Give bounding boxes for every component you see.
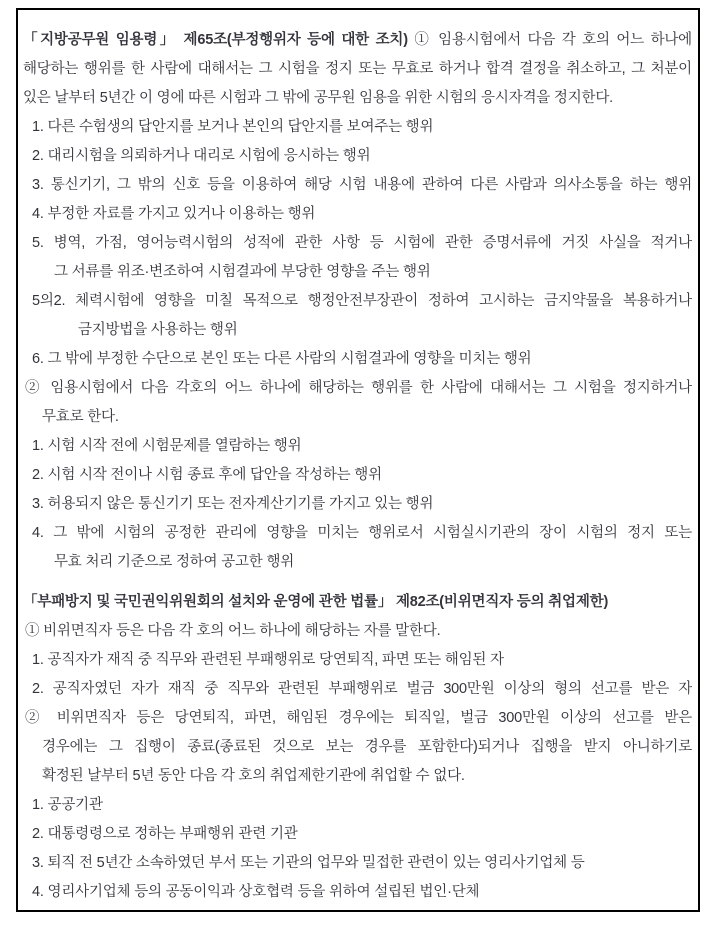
- law-body-text: 3. 퇴직 전 5년간 소속하였던 부서 또는 기관의 업무와 밀접한 관련이 있는 영리사기업체 등: [32, 855, 585, 871]
- law-body-text: ① 비위면직자 등은 다음 각 호의 어느 하나에 해당하는 자를 말한다.: [25, 623, 441, 639]
- law-body-text: ② 임용시험에서 다음 각호의 어느 하나에 해당하는 행위를 한 사람에 대해서는 그 시험을 정지하거나: [25, 380, 692, 396]
- law-body-text: 5의2. 체력시험에 영향을 미칠 목적으로 행정안전부장관이 정하여 고시하는 금지약물을 복용하거나: [32, 293, 692, 309]
- law-body-text: 2. 시험 시작 전이나 시험 종료 후에 답안을 작성하는 행위: [32, 467, 382, 483]
- law-body-text: 2. 대리시험을 의뢰하거나 대리로 시험에 응시하는 행위: [32, 148, 371, 164]
- law-text-line: [42, 762, 692, 791]
- law-body-text: 해당하는 행위를 한 사람에 대해서는 그 시험을 정지 또는 무효로 하거나 합격 결정을 취소하고, 그 처분이: [23, 61, 692, 77]
- law-body-text: ② 비위면직자 등은 당연퇴직, 파면, 해임된 경우에는 퇴직일, 벌금 300만원 이상의 선고를 받은: [25, 710, 692, 726]
- law-text-line: [42, 733, 692, 762]
- law-text-line: [25, 617, 692, 646]
- law-body-text: 1. 다른 수험생의 답안지를 보거나 본인의 답안지를 보여주는 행위: [32, 119, 434, 135]
- law-text-line: [54, 548, 692, 577]
- law-text-line: [32, 849, 692, 878]
- law-body-text: 경우에는 그 집행이 종료(종료된 것으로 보는 경우를 포함한다)되거나 집행을 받지 아니하기로: [42, 739, 692, 755]
- law-text-line: [23, 84, 692, 113]
- law-text-line: [32, 287, 692, 316]
- law-text-line: [32, 113, 692, 142]
- law-text-line: [32, 490, 692, 519]
- law-body-text: 2. 대통령령으로 정하는 부패행위 관련 기관: [32, 826, 298, 842]
- law-body-text: ① 임용시험에서 다음 각 호의 어느 하나에: [407, 32, 692, 48]
- law-body-text: 5. 병역, 가점, 영어능력시험의 성적에 관한 사항 등 시험에 관한 증명서류에 거짓 사실을 적거나: [32, 235, 692, 251]
- law-text-line: [32, 142, 692, 171]
- law-text-line: [32, 519, 692, 548]
- law-text-line: [25, 704, 692, 733]
- law-text-line: [23, 55, 692, 84]
- law-text-line: [32, 878, 692, 907]
- law-text-line: [25, 374, 692, 403]
- law-body-text: 3. 허용되지 않은 통신기기 또는 전자계산기기를 가지고 있는 행위: [32, 496, 434, 512]
- law-article-title: 「지방공무원 임용령」 제65조(부정행위자 등에 대한 조치): [23, 32, 408, 48]
- law-text-line: [32, 675, 692, 704]
- law-text-line: [78, 316, 692, 345]
- law-text-line: [42, 403, 692, 432]
- law-text-line: [32, 171, 692, 200]
- law-body-text: 2. 공직자였던 자가 재직 중 직무와 관련된 부패행위로 벌금 300만원 이상의 형의 선고를 받은 자: [32, 681, 692, 697]
- law-body-text: 1. 공공기관: [32, 797, 103, 813]
- law-body-text: 1. 공직자가 재직 중 직무와 관련된 부패행위로 당연퇴직, 파면 또는 해임된 자: [32, 652, 504, 668]
- law-body-text: 무효 처리 기준으로 정하여 공고한 행위: [54, 554, 295, 570]
- law-text-line: [54, 258, 692, 287]
- law-body-text: 있은 날부터 5년간 이 영에 따른 시험과 그 밖에 공무원 임용을 위한 시험의 응시자격을 정지한다.: [23, 90, 613, 106]
- law-body-text: 그 서류를 위조·변조하여 시험결과에 부당한 영향을 주는 행위: [54, 264, 431, 280]
- law-text-line: [32, 345, 692, 374]
- law-body-text: 무효로 한다.: [42, 409, 119, 425]
- law-body-text: 4. 그 밖에 시험의 공정한 관리에 영향을 미치는 행위로서 시험실시기관의 장이 시험의 정지 또는: [32, 525, 692, 541]
- law-body-text: 4. 영리사기업체 등의 공동이익과 상호협력 등을 위하여 설립된 법인·단체: [32, 884, 480, 900]
- law-body-text: 1. 시험 시작 전에 시험문제를 열람하는 행위: [32, 438, 302, 454]
- law-body-text: 4. 부정한 자료를 가지고 있거나 이용하는 행위: [32, 206, 316, 222]
- law-text-line: [32, 200, 692, 229]
- law-article-title: 「부패방지 및 국민권익위원회의 설치와 운영에 관한 법률」 제82조(비위면직자 등의 취업제한): [23, 594, 609, 610]
- law-text-line: [32, 820, 692, 849]
- law-body-text: 금지방법을 사용하는 행위: [78, 322, 238, 338]
- law-text-line: [32, 461, 692, 490]
- law-text-line: [23, 588, 692, 617]
- law-text-line: [32, 432, 692, 461]
- law-body-text: 3. 통신기기, 그 밖의 신호 등을 이용하여 해당 시험 내용에 관하여 다른 사람과 의사소통을 하는 행위: [32, 177, 692, 193]
- document-frame: [16, 8, 700, 912]
- section-law-article-65: [23, 26, 692, 577]
- law-body-text: 6. 그 밖에 부정한 수단으로 본인 또는 다른 사람의 시험결과에 영향을 미치는 행위: [32, 351, 532, 367]
- law-text-line: [32, 791, 692, 820]
- law-text-line: [32, 229, 692, 258]
- section-law-article-82: [23, 588, 692, 907]
- law-text-line: [23, 26, 692, 55]
- law-text-line: [32, 646, 692, 675]
- law-body-text: 확정된 날부터 5년 동안 다음 각 호의 취업제한기관에 취업할 수 없다.: [42, 768, 465, 784]
